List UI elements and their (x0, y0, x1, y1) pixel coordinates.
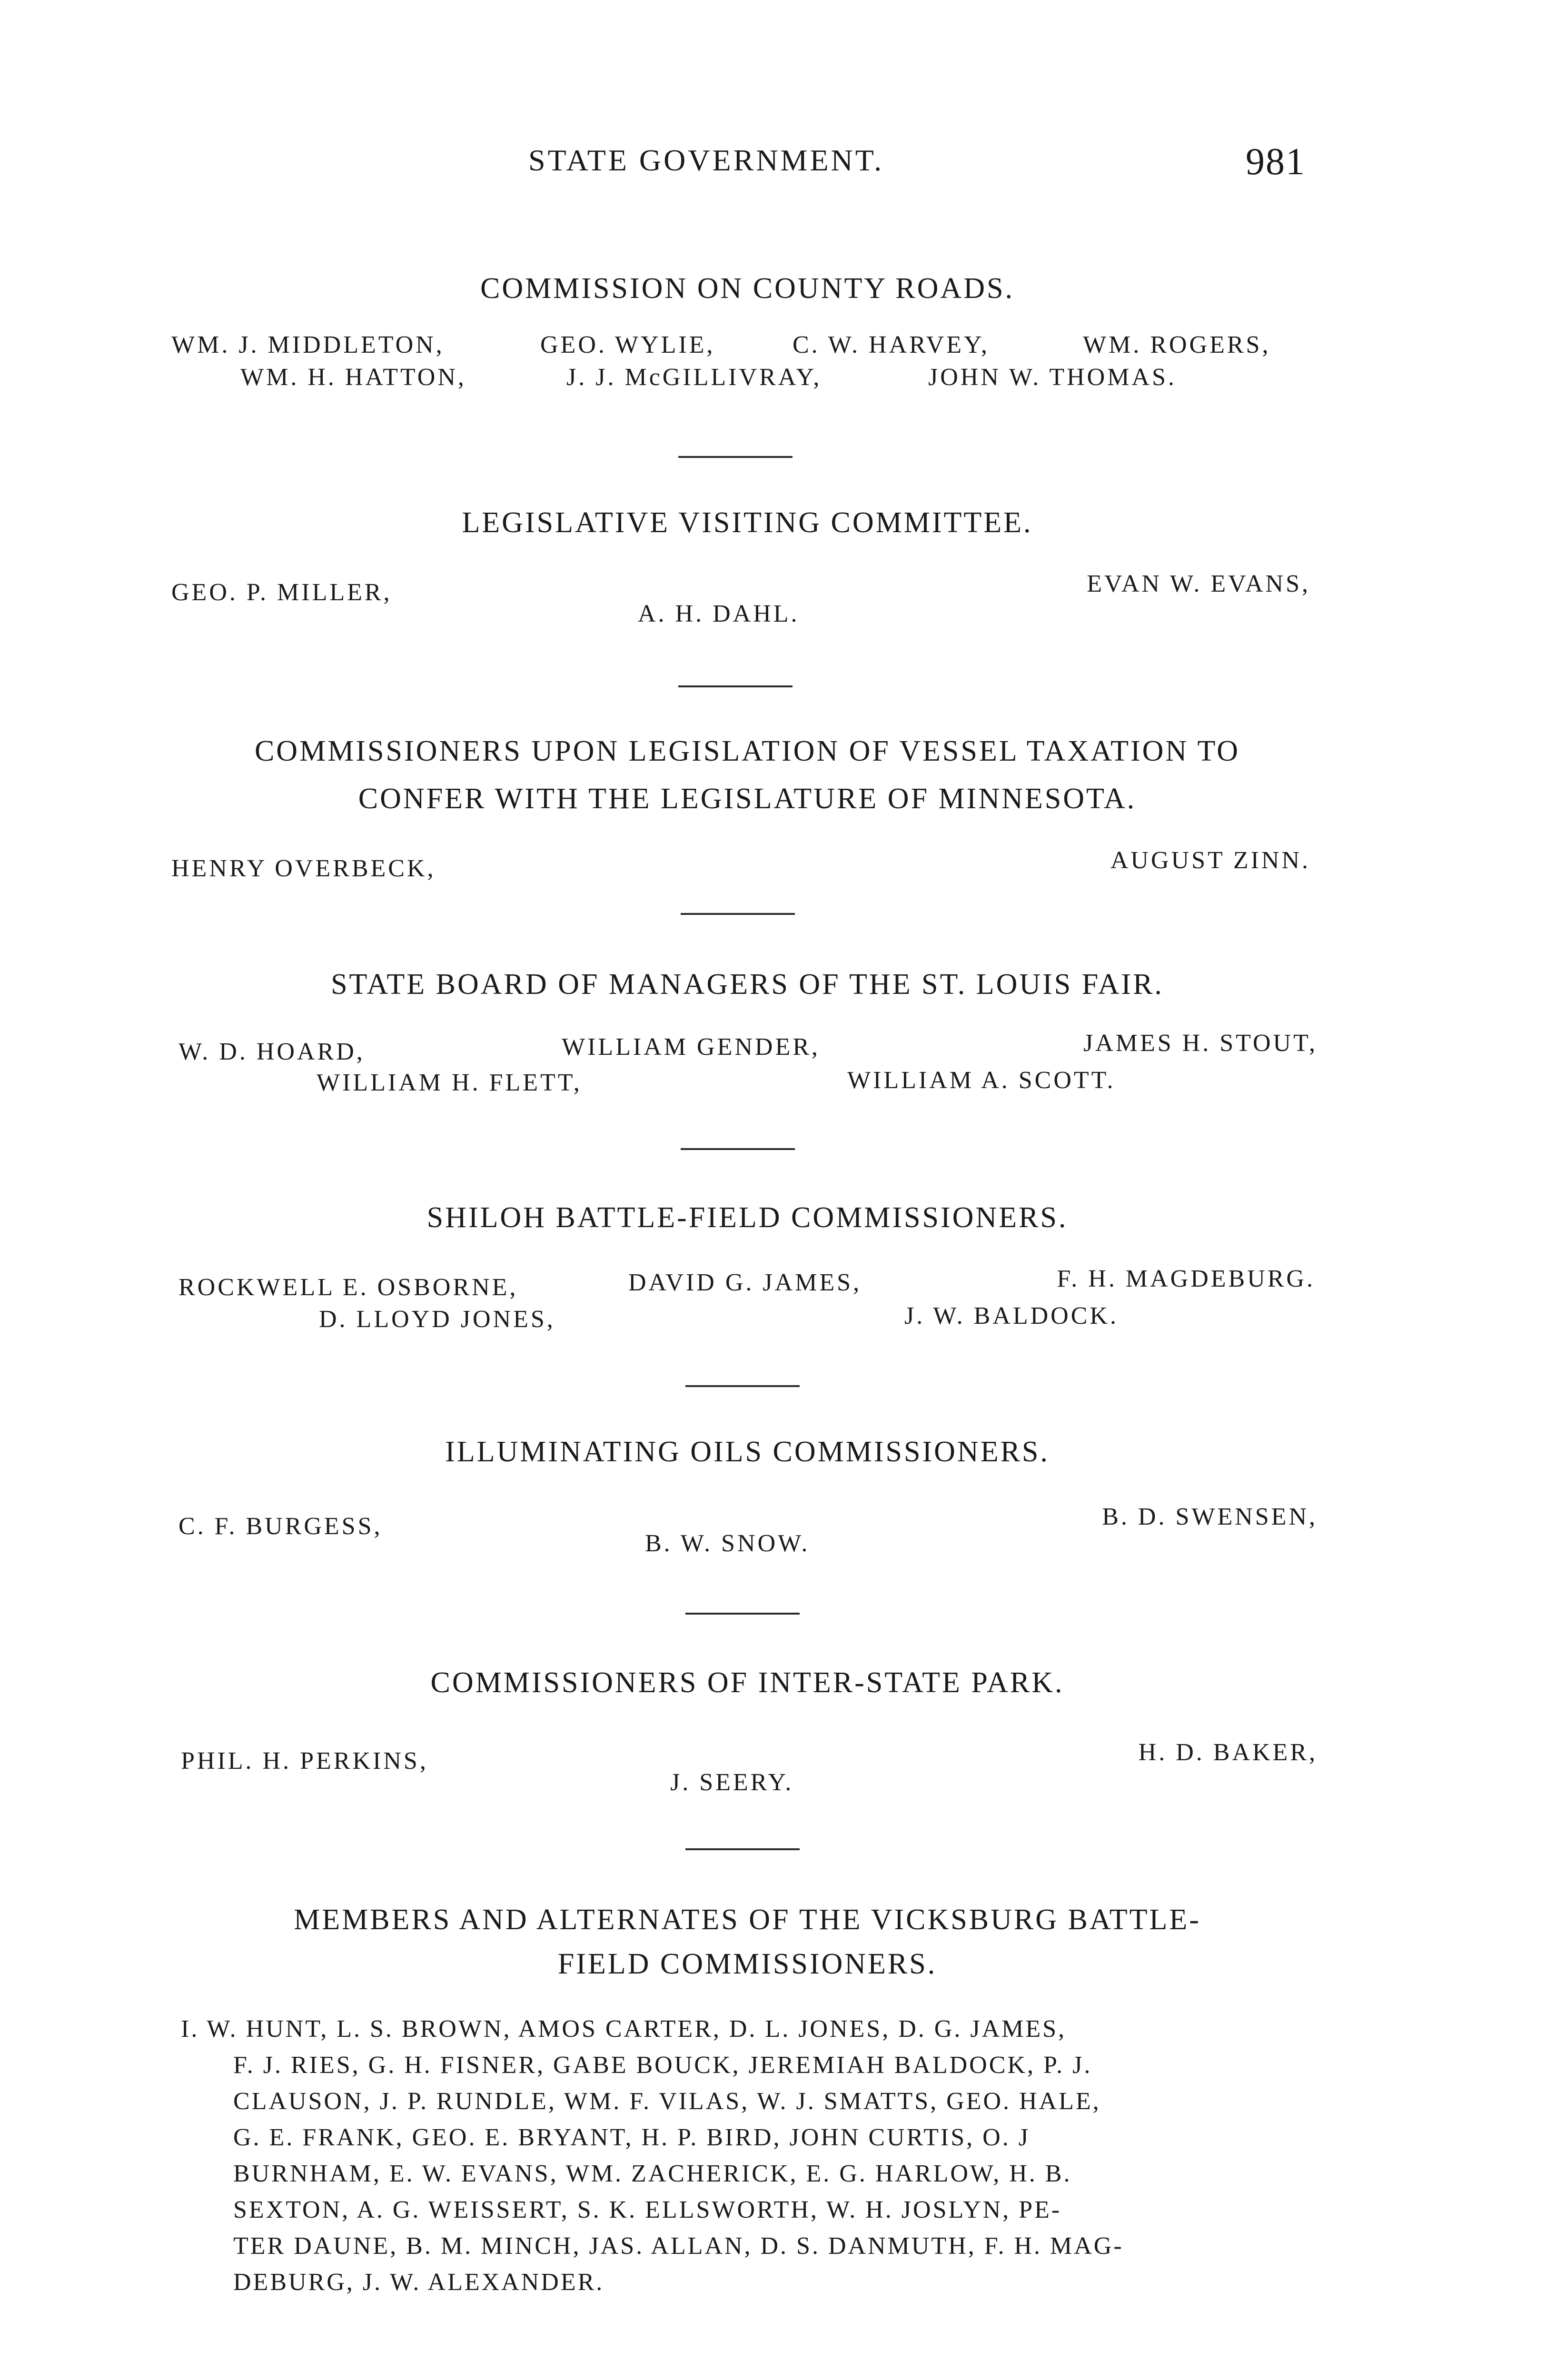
member-name: PHIL. H. PERKINS, (181, 1747, 428, 1775)
member-name: B. W. SNOW. (645, 1530, 810, 1557)
member-name: WM. J. MIDDLETON, (171, 331, 445, 358)
member-name: B. D. SWENSEN, (1102, 1503, 1318, 1530)
member-name: EVAN W. EVANS, (1087, 570, 1310, 597)
section-title-inter-state-park: COMMISSIONERS OF INTER-STATE PARK. (430, 1666, 1064, 1699)
member-name: GEO. WYLIE, (540, 331, 715, 358)
member-name: WM. ROGERS, (1083, 331, 1271, 358)
member-list-line: F. J. RIES, G. H. FISNER, GABE BOUCK, JEREMIAH BALDOCK, P. J. (233, 2052, 1092, 2079)
section-title-illuminating-oils: ILLUMINATING OILS COMMISSIONERS. (445, 1436, 1050, 1468)
member-name: HENRY OVERBECK, (171, 855, 436, 882)
section-title-vessel-taxation-line2: CONFER WITH THE LEGISLATURE OF MINNESOTA. (358, 783, 1137, 815)
member-name: WILLIAM A. SCOTT. (847, 1067, 1116, 1094)
member-name: WILLIAM GENDER, (562, 1033, 820, 1061)
member-name: JAMES H. STOUT, (1083, 1030, 1318, 1057)
section-title-vicksburg-line1: MEMBERS AND ALTERNATES OF THE VICKSBURG BATTLE- (294, 1904, 1201, 1936)
section-divider (681, 1148, 795, 1150)
member-list-line: DEBURG, J. W. ALEXANDER. (233, 2269, 605, 2296)
section-divider (678, 456, 793, 458)
member-name: H. D. BAKER, (1138, 1739, 1318, 1766)
section-title-st-louis-fair: STATE BOARD OF MANAGERS OF THE ST. LOUIS FAIR. (331, 968, 1164, 1001)
section-divider (685, 1613, 800, 1615)
section-divider (678, 685, 793, 687)
page-number: 981 (1246, 141, 1306, 183)
member-list-line: G. E. FRANK, GEO. E. BRYANT, H. P. BIRD, JOHN CURTIS, O. J (233, 2124, 1030, 2151)
section-title-vessel-taxation-line1: COMMISSIONERS UPON LEGISLATION OF VESSEL TAXATION TO (254, 735, 1240, 767)
member-list-line: SEXTON, A. G. WEISSERT, S. K. ELLSWORTH, W. H. JOSLYN, PE- (233, 2196, 1062, 2223)
running-head: STATE GOVERNMENT. (528, 143, 884, 177)
member-name: DAVID G. JAMES, (628, 1269, 862, 1296)
member-name: D. LLOYD JONES, (319, 1306, 555, 1333)
vicksburg-member-list (181, 2011, 1328, 2301)
section-title-vicksburg-line2: FIELD COMMISSIONERS. (557, 1948, 937, 1980)
member-name: F. H. MAGDEBURG. (1057, 1265, 1315, 1292)
section-title-county-roads: COMMISSION ON COUNTY ROADS. (480, 272, 1014, 305)
member-list-line: TER DAUNE, B. M. MINCH, JAS. ALLAN, D. S. DANMUTH, F. H. MAG- (233, 2232, 1124, 2260)
section-title-legislative-visiting: LEGISLATIVE VISITING COMMITTEE. (462, 506, 1033, 539)
member-name: AUGUST ZINN. (1110, 847, 1310, 874)
member-name: J. SEERY. (670, 1769, 794, 1796)
member-name: ROCKWELL E. OSBORNE, (178, 1274, 518, 1301)
section-divider (685, 1848, 800, 1850)
member-name: WM. H. HATTON, (240, 364, 466, 391)
member-name: J. W. BALDOCK. (904, 1302, 1119, 1329)
member-name: A. H. DAHL. (638, 600, 800, 627)
section-divider (681, 913, 795, 915)
member-name: C. W. HARVEY, (793, 331, 990, 358)
member-name: WILLIAM H. FLETT, (317, 1069, 582, 1096)
member-name: C. F. BURGESS, (178, 1513, 383, 1540)
member-name: JOHN W. THOMAS. (928, 364, 1177, 391)
member-list-line: CLAUSON, J. P. RUNDLE, WM. F. VILAS, W. J. SMATTS, GEO. HALE, (233, 2088, 1101, 2115)
section-divider (685, 1385, 800, 1387)
member-list-line: BURNHAM, E. W. EVANS, WM. ZACHERICK, E. G. HARLOW, H. B. (233, 2160, 1072, 2187)
section-title-shiloh: SHILOH BATTLE-FIELD COMMISSIONERS. (426, 1201, 1068, 1234)
member-name: W. D. HOARD, (178, 1038, 365, 1065)
member-name: J. J. McGILLIVRAY, (566, 364, 822, 391)
member-name: GEO. P. MILLER, (171, 579, 392, 606)
member-list-line: I. W. HUNT, L. S. BROWN, AMOS CARTER, D. L. JONES, D. G. JAMES, (181, 2015, 1067, 2043)
